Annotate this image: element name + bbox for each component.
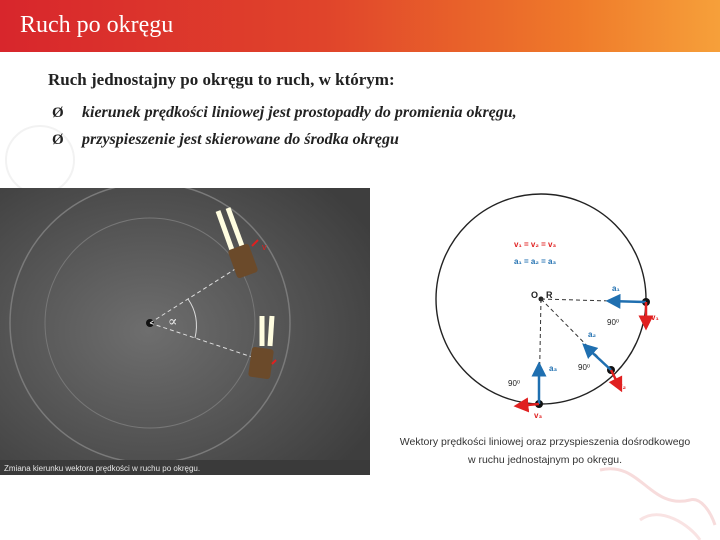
- acceleration-equality: a₁ = a₂ = a₃: [514, 257, 557, 266]
- v3-label: v₃: [534, 411, 543, 420]
- angle-symbol: ∝: [168, 314, 178, 330]
- velocity-label: v: [262, 242, 267, 252]
- list-item: [52, 131, 517, 158]
- angle-label-3: 90⁰: [508, 379, 521, 388]
- diagram-caption-line-1: Wektory prędkości liniowej oraz przyspieszenia dośrodkowego: [399, 436, 691, 448]
- v2-label: v₂: [618, 382, 627, 391]
- photo-caption: Zmiana kierunku wektora prędkości w ruchu po okręgu.: [4, 464, 201, 473]
- bullet-list: [52, 104, 517, 158]
- velocity-equality: v₁ = v₂ = v₃: [514, 240, 557, 249]
- diagram-caption-line-2: w ruchu jednostajnym po okręgu.: [467, 454, 623, 466]
- diagram-caption: [380, 433, 710, 469]
- bullet-text: kierunek prędkości liniowej jest prostopadły do promienia okręgu,: [82, 104, 517, 121]
- bullet-arrow-icon: Ø: [52, 132, 64, 148]
- a1-vector: [608, 301, 646, 302]
- a1-label: a₁: [612, 284, 620, 293]
- intro-text: Ruch jednostajny po okręgu to ruch, w którym:: [48, 70, 395, 89]
- angle-label-1: 90⁰: [607, 318, 620, 327]
- a3-label: a₃: [549, 364, 558, 373]
- v1-label: v₁: [651, 313, 659, 322]
- title-bar: [0, 0, 720, 52]
- bullet-text: przyspieszenie jest skierowane do środka okręgu: [82, 131, 399, 148]
- center-label: O: [531, 290, 539, 300]
- list-item: [52, 104, 517, 131]
- bullet-arrow-icon: Ø: [52, 105, 64, 121]
- slide-title: Ruch po okręgu: [20, 12, 174, 38]
- radius-label: R: [546, 290, 553, 300]
- angle-label-2: 90⁰: [578, 363, 591, 372]
- car-circle-photo: [0, 188, 370, 475]
- a2-label: a₂: [588, 330, 597, 339]
